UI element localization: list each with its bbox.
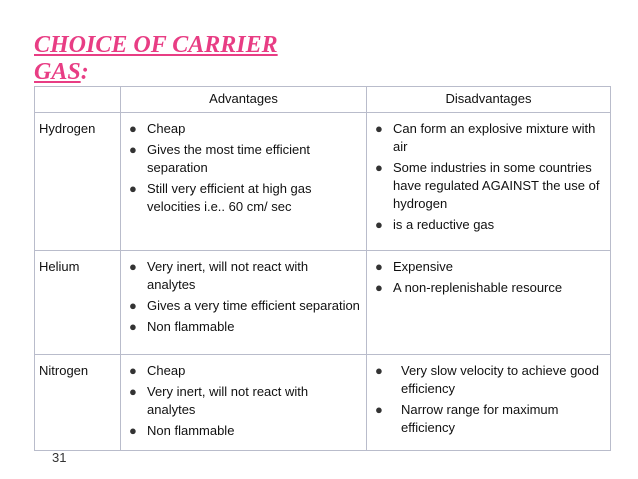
list-item-text: A non-replenishable resource	[393, 280, 563, 295]
bullet-icon: ●	[375, 160, 383, 175]
disadvantages-cell-nitrogen	[367, 355, 611, 451]
bullet-icon: ●	[129, 423, 137, 438]
list-item	[373, 401, 604, 437]
bullet-icon: ●	[375, 280, 383, 295]
list-item-text: Cheap	[147, 121, 186, 136]
list-item	[127, 180, 360, 216]
bullet-icon: ●	[375, 121, 383, 136]
advantages-cell-nitrogen	[121, 355, 367, 451]
list-item-text: Can form an explosive mixture with air	[393, 121, 596, 154]
bullet-icon: ●	[129, 319, 137, 334]
list-item	[127, 120, 360, 138]
list-item	[373, 159, 604, 213]
list-item-text: Gives the most time efficient separation	[147, 142, 311, 175]
bullet-icon: ●	[129, 142, 137, 157]
list-item-text: Non flammable	[147, 423, 235, 438]
list-item-text: Expensive	[393, 259, 453, 274]
list-item	[127, 362, 360, 380]
bullet-icon: ●	[129, 121, 137, 136]
list-item	[127, 383, 360, 419]
disadvantages-cell-helium	[367, 251, 611, 355]
bullet-icon: ●	[375, 402, 383, 417]
list-item-text: Still very efficient at high gas velocities i.e.. 60 cm/ sec	[147, 181, 312, 214]
bullet-icon: ●	[375, 217, 383, 232]
title-line-1: CHOICE OF CARRIER	[34, 32, 278, 58]
list-item	[127, 422, 360, 440]
header-empty	[35, 87, 121, 113]
carrier-gas-table	[34, 86, 611, 451]
list-item	[373, 362, 604, 398]
table-header-row	[35, 87, 611, 113]
list-item	[373, 216, 604, 234]
bullet-icon: ●	[129, 298, 137, 313]
list-item	[127, 318, 360, 336]
list-item-text: Gives a very time efficient separation	[147, 298, 360, 313]
list-item-text: Some industries in some countries have regulated AGAINST the use of hydrogen	[393, 160, 600, 211]
header-advantages: Advantages	[121, 87, 367, 113]
header-disadvantages: Disadvantages	[367, 87, 611, 113]
list-item	[127, 141, 360, 177]
bullet-icon: ●	[129, 363, 137, 378]
list-item	[373, 258, 604, 276]
list-item	[373, 120, 604, 156]
gas-label-nitrogen: Nitrogen	[35, 355, 121, 451]
list-item-text: Narrow range for maximum efficiency	[401, 402, 559, 435]
list-item-text: Very inert, will not react with analytes	[147, 384, 309, 417]
advantages-cell-hydrogen	[121, 113, 367, 251]
bullet-icon: ●	[375, 259, 383, 274]
list-item-text: Cheap	[147, 363, 186, 378]
slide-title	[34, 32, 334, 86]
table-row-nitrogen	[35, 355, 611, 451]
list-item-text: Very slow velocity to achieve good efficiency	[401, 363, 599, 396]
advantages-cell-helium	[121, 251, 367, 355]
bullet-icon: ●	[375, 363, 383, 378]
list-item	[127, 297, 360, 315]
list-item	[127, 258, 360, 294]
list-item-text: Very inert, will not react with analytes	[147, 259, 309, 292]
list-item-text: is a reductive gas	[393, 217, 495, 232]
page-number: 31	[52, 450, 67, 465]
bullet-icon: ●	[129, 384, 137, 399]
title-line-2: GAS	[34, 59, 81, 85]
title-colon: :	[80, 59, 89, 85]
list-item	[373, 279, 604, 297]
gas-label-helium: Helium	[35, 251, 121, 355]
disadvantages-cell-hydrogen	[367, 113, 611, 251]
table-row-hydrogen	[35, 113, 611, 251]
bullet-icon: ●	[129, 259, 137, 274]
list-item-text: Non flammable	[147, 319, 235, 334]
table-row-helium	[35, 251, 611, 355]
gas-label-hydrogen: Hydrogen	[35, 113, 121, 251]
bullet-icon: ●	[129, 181, 137, 196]
